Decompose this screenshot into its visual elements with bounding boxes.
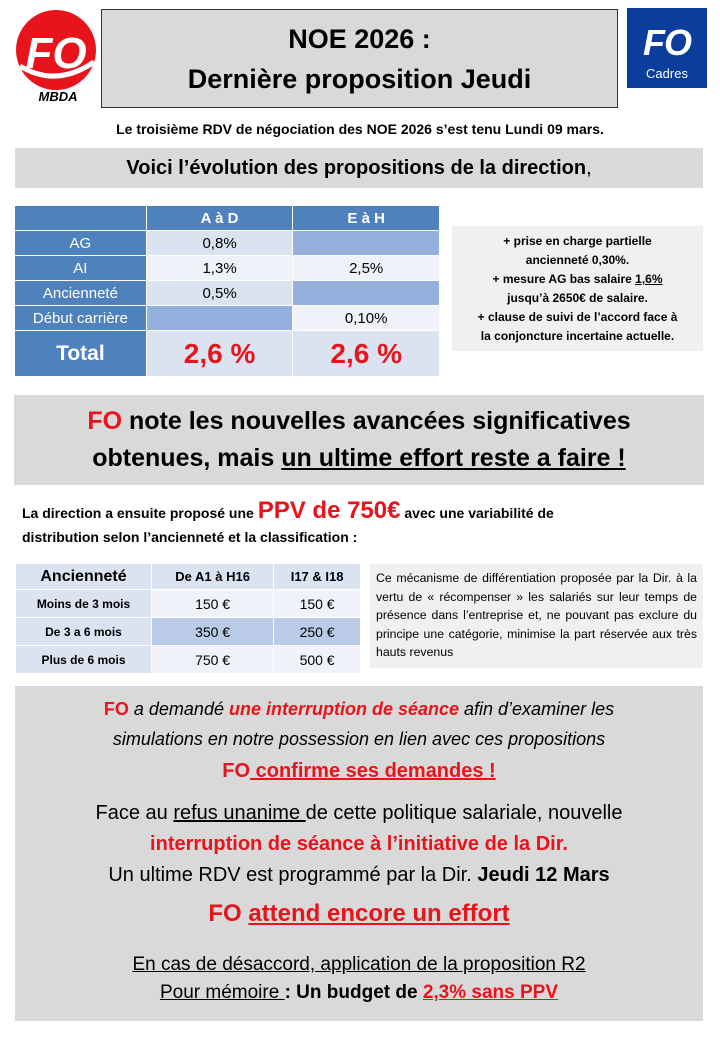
note-line: ancienneté 0,30%. — [525, 253, 630, 267]
total-e-h: 2,6 % — [293, 331, 440, 377]
logo-right-sub: Cadres — [646, 66, 688, 81]
conclusion-line-7: FO attend encore un effort — [208, 900, 510, 927]
conclusion-lines-8-9: En cas de désaccord, application de la proposition R2 Pour mémoire : Un budget de 2,3% sans PPV — [132, 954, 586, 1003]
note-line: + mesure AG bas salaire 1,6% — [492, 272, 663, 286]
cell-e-h — [293, 281, 440, 306]
conclusion-lines-1-2: FO a demandé une interruption de séance afin d’examiner les simulations en notre possession en lien avec ces propositions — [103, 699, 615, 749]
ppv-cell: 250 € — [274, 618, 361, 646]
table-row — [15, 256, 440, 281]
table-header-cell: A à D — [146, 206, 293, 231]
row-label: Ancienneté — [15, 281, 147, 306]
table-row — [15, 306, 440, 331]
ppv-row-label: Plus de 6 mois — [16, 646, 152, 674]
additional-measures-box — [452, 226, 703, 351]
row-label: AG — [15, 231, 147, 256]
ppv-table — [15, 563, 361, 674]
cell-a-d — [146, 306, 293, 331]
ppv-header-cell: Ancienneté — [16, 564, 152, 590]
logo-left-text: FO — [25, 29, 87, 78]
row-label: Début carrière — [15, 306, 147, 331]
cell-a-d: 1,3% — [146, 256, 293, 281]
table-header-cell — [15, 206, 147, 231]
ppv-cell: 150 € — [274, 590, 361, 618]
table-row — [16, 618, 361, 646]
table-row — [16, 646, 361, 674]
logo-left-sub: MBDA — [38, 89, 78, 104]
fo-statement-banner — [14, 395, 704, 485]
ppv-cell: 750 € — [152, 646, 274, 674]
ppv-cell: 500 € — [274, 646, 361, 674]
ppv-highlight: PPV de 750€ — [257, 497, 401, 524]
total-label: Total — [15, 331, 147, 377]
ppv-cell: 350 € — [152, 618, 274, 646]
ppv-header-cell: I17 & I18 — [274, 564, 361, 590]
note-line: + prise en charge partielle — [503, 234, 652, 248]
conclusion-box — [15, 686, 703, 1021]
logo-right-text: FO — [643, 22, 691, 63]
note-line: + clause de suivi de l’accord face à — [477, 310, 678, 324]
section-heading-propositions — [15, 148, 703, 188]
row-label: AI — [15, 256, 147, 281]
table-header-cell: E à H — [293, 206, 440, 231]
table-total-row — [15, 331, 440, 377]
mechanism-explanation: Ce mécanisme de différentiation proposée par la Dir. à la vertu de « récompenser » les salariés sur leur temps de présence dans l’entreprise et, ne pouvant pas exclure du principe une catégorie, minimise la part réservée aux très hauts revenus — [370, 564, 703, 668]
total-a-d: 2,6 % — [146, 331, 293, 377]
title-line-2: Dernière proposition Jeudi — [187, 64, 532, 94]
fo-circle-logo-icon — [10, 8, 102, 104]
table-row — [15, 281, 440, 306]
cell-e-h: 0,10% — [293, 306, 440, 331]
cell-a-d: 0,5% — [146, 281, 293, 306]
section-heading-text: Voici l’évolution des propositions de la direction — [126, 157, 587, 179]
ppv-header-cell: De A1 à H16 — [152, 564, 274, 590]
ppv-row-label: De 3 a 6 mois — [16, 618, 152, 646]
conclusion-lines-4-6: Face au refus unanime de cette politique salariale, nouvelle interruption de séance à l’initiative de la Dir. Un ultime RDV est programmé par la Dir. Jeudi 12 Mars — [95, 802, 623, 886]
ppv-cell: 150 € — [152, 590, 274, 618]
intro-text: Le troisième RDV de négociation des NOE 2026 s’est tenu Lundi 09 mars. — [116, 121, 604, 137]
note-line: la conjoncture incertaine actuelle. — [480, 329, 675, 343]
fo-mbda-logo — [10, 8, 102, 104]
cell-e-h — [293, 231, 440, 256]
conclusion-line-3: FO confirme ses demandes ! — [222, 760, 496, 782]
title-line-1: NOE 2026 : — [288, 24, 431, 54]
banner-line-2: obtenues, mais un ultime effort reste a faire ! — [92, 444, 626, 472]
table-header-row — [15, 206, 440, 231]
table-row — [15, 231, 440, 256]
section-heading-comma: , — [586, 157, 592, 179]
cell-e-h: 2,5% — [293, 256, 440, 281]
cell-a-d: 0,8% — [146, 231, 293, 256]
title-box — [101, 9, 618, 108]
ppv-intro-text: La direction a ensuite proposé une PPV de 750€ avec une variabilité de distribution selon l’ancienneté et la classification : — [22, 497, 554, 545]
note-line: jusqu’à 2650€ de salaire. — [507, 291, 648, 305]
ppv-header-row — [16, 564, 361, 590]
proposals-table — [14, 205, 440, 377]
banner-line-1: FO note les nouvelles avancées significatives — [87, 407, 631, 435]
ppv-row-label: Moins de 3 mois — [16, 590, 152, 618]
fo-cadres-logo — [627, 8, 707, 88]
table-row — [16, 590, 361, 618]
